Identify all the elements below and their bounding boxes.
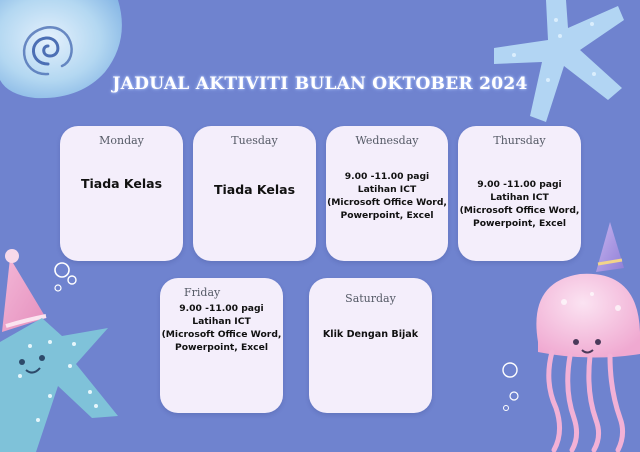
saturday-card: [309, 278, 432, 413]
tuesday-card: [193, 126, 316, 261]
monday-card: [60, 126, 183, 261]
friday-label: Friday: [184, 286, 221, 299]
wednesday-activity: 9.00 -11.00 pagi Latihan ICT (Microsoft Office Word, Powerpoint, Excel: [327, 171, 447, 221]
friday-activity: 9.00 -11.00 pagi Latihan ICT (Microsoft Office Word, Powerpoint, Excel: [161, 303, 282, 353]
friday-card: [160, 278, 283, 413]
thursday-label: Thursday: [493, 134, 546, 147]
tuesday-label: Tuesday: [231, 134, 278, 147]
tuesday-activity: Tiada Kelas: [213, 182, 296, 197]
wednesday-card: [326, 126, 448, 261]
page-title: JADUAL AKTIVITI BULAN OKTOBER 2024: [112, 74, 528, 94]
wednesday-label: Wednesday: [355, 134, 419, 147]
starfish-icon: [468, 0, 640, 126]
thursday-activity: 9.00 -11.00 pagi Latihan ICT (Microsoft Office Word, Powerpoint, Excel: [459, 179, 580, 229]
bubbles-icon: [498, 356, 528, 416]
saturday-activity: Klik Dengan Bijak: [322, 329, 419, 340]
saturday-label: Saturday: [345, 292, 396, 305]
thursday-card: [458, 126, 581, 261]
monday-activity: Tiada Kelas: [80, 176, 163, 191]
party-starfish-icon: [0, 246, 140, 452]
monday-label: Monday: [99, 134, 144, 147]
